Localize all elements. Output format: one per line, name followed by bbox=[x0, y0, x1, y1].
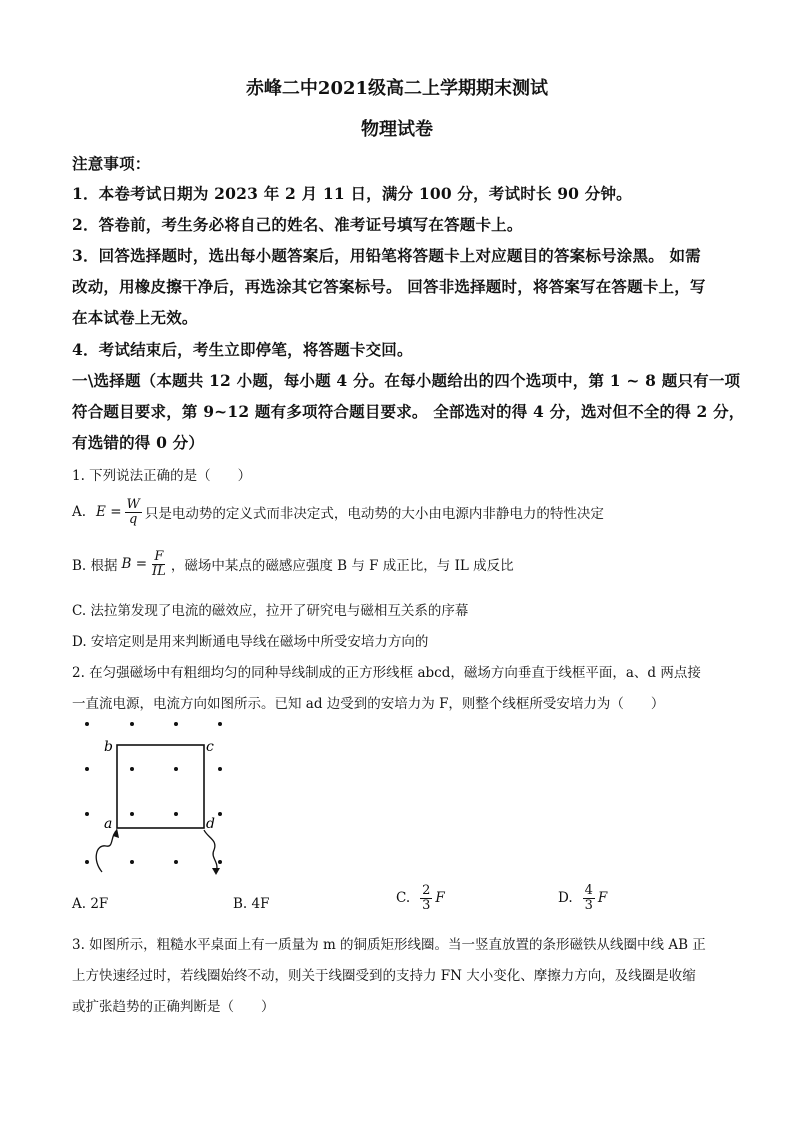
page-title: 赤峰二中2021级高二上学期期末测试 bbox=[245, 78, 549, 99]
current-in-arrow-icon bbox=[113, 828, 119, 838]
q2-stem-line-2: 一直流电源，电流方向如图所示。已知 ad 边受到的安培力为 F，则整个线框所受安培力为（ ） bbox=[72, 696, 665, 712]
q2-c-denominator: 3 bbox=[422, 897, 431, 913]
q3-stem-line-1: 3. 如图所示，粗糙水平桌面上有一质量为 m 的铜质矩形线圈。当一竖直放置的条形磁铁从线圈中线 AB 正 bbox=[72, 937, 706, 953]
q2-d-fraction bbox=[583, 884, 595, 912]
q2-c-label: C. bbox=[396, 890, 411, 907]
q2-figure bbox=[70, 712, 240, 877]
q1-option-d: D. 安培定则是用来判断通电导线在磁场中所受安培力方向的 bbox=[72, 634, 429, 650]
q2-c-numerator: 2 bbox=[422, 883, 431, 898]
q2-c-fraction bbox=[420, 884, 432, 912]
q1-b-text: ，磁场中某点的磁感应强度 B 与 F 成正比，与 IL 成反比 bbox=[170, 558, 514, 575]
q3-stem-line-2: 上方快速经过时，若线圈始终不动，则关于线圈受到的支持力 FN 大小变化、摩擦力方向，及线圈是收缩 bbox=[72, 968, 696, 984]
q1-option-b bbox=[72, 550, 514, 578]
q2-stem-line-1: 2. 在匀强磁场中有粗细均匀的同种导线制成的正方形线框 abcd，磁场方向垂直于线框平面，a、d 两点接 bbox=[72, 665, 701, 681]
q2-option-d bbox=[558, 884, 607, 912]
note-2: 2．答卷前，考生务必将自己的姓名、准考证号填写在答题卡上。 bbox=[72, 215, 523, 234]
section-line-1: 一\选择题（本题共 12 小题，每小题 4 分。在每小题给出的四个选项中，第 1 ~ 8 题只有一项 bbox=[72, 371, 741, 390]
label-d: d bbox=[206, 816, 215, 832]
notes-heading: 注意事项： bbox=[72, 154, 151, 173]
label-b: b bbox=[104, 739, 113, 755]
section-line-2: 符合题目要求，第 9~12 题有多项符合题目要求。 全部选对的得 4 分，选对但不全的得 2 分， bbox=[72, 402, 745, 421]
q3-stem-line-3: 或扩张趋势的正确判断是（ ） bbox=[72, 999, 275, 1015]
q2-c-var: F bbox=[435, 890, 445, 907]
label-a: a bbox=[104, 816, 113, 832]
page-subtitle: 物理试卷 bbox=[361, 119, 433, 140]
q1-option-a bbox=[72, 498, 604, 526]
note-4: 4．考试结束后，考生立即停笔，将答题卡交回。 bbox=[72, 340, 413, 359]
label-c: c bbox=[206, 739, 214, 755]
q1-stem: 1. 下列说法正确的是（ ） bbox=[72, 468, 252, 484]
q1-b-label: B. 根据 bbox=[72, 558, 118, 575]
q2-option-b: B. 4F bbox=[233, 896, 270, 912]
q1-a-lhs: E = bbox=[96, 504, 122, 521]
current-out-arrow-icon bbox=[212, 868, 220, 875]
note-3-line-3: 在本试卷上无效。 bbox=[72, 308, 198, 327]
square-wire-frame bbox=[117, 745, 204, 828]
q2-d-denominator: 3 bbox=[584, 897, 593, 913]
note-3-line-1: 3．回答选择题时，选出每小题答案后，用铅笔将答题卡上对应题目的答案标号涂黑。 如需 bbox=[72, 246, 701, 265]
q2-option-c bbox=[396, 884, 445, 912]
q1-b-lhs: B = bbox=[121, 556, 148, 573]
current-out-wire bbox=[204, 830, 217, 872]
note-1: 1．本卷考试日期为 2023 年 2 月 11 日，满分 100 分，考试时长 90 分钟。 bbox=[72, 184, 632, 203]
q2-option-a: A. 2F bbox=[72, 896, 109, 912]
q2-d-label: D. bbox=[558, 890, 573, 907]
q1-a-text: 只是电动势的定义式而非决定式，电动势的大小由电源内非静电力的特性决定 bbox=[144, 506, 604, 523]
q1-b-denominator: IL bbox=[152, 563, 166, 579]
current-in-wire bbox=[96, 830, 117, 872]
q1-a-label: A. bbox=[72, 504, 87, 521]
q1-a-numerator: W bbox=[126, 497, 140, 512]
note-3-line-2: 改动，用橡皮擦干净后，再选涂其它答案标号。 回答非选择题时，将答案写在答题卡上，写 bbox=[72, 277, 706, 296]
section-line-3: 有选错的得 0 分） bbox=[72, 433, 205, 452]
q1-b-fraction bbox=[150, 550, 168, 578]
q2-d-numerator: 4 bbox=[584, 883, 593, 898]
q1-a-denominator: q bbox=[129, 511, 138, 527]
q1-a-fraction bbox=[125, 498, 142, 526]
q1-option-c: C. 法拉第发现了电流的磁效应，拉开了研究电与磁相互关系的序幕 bbox=[72, 603, 469, 619]
q1-b-numerator: F bbox=[154, 549, 164, 564]
q2-d-var: F bbox=[597, 890, 608, 907]
